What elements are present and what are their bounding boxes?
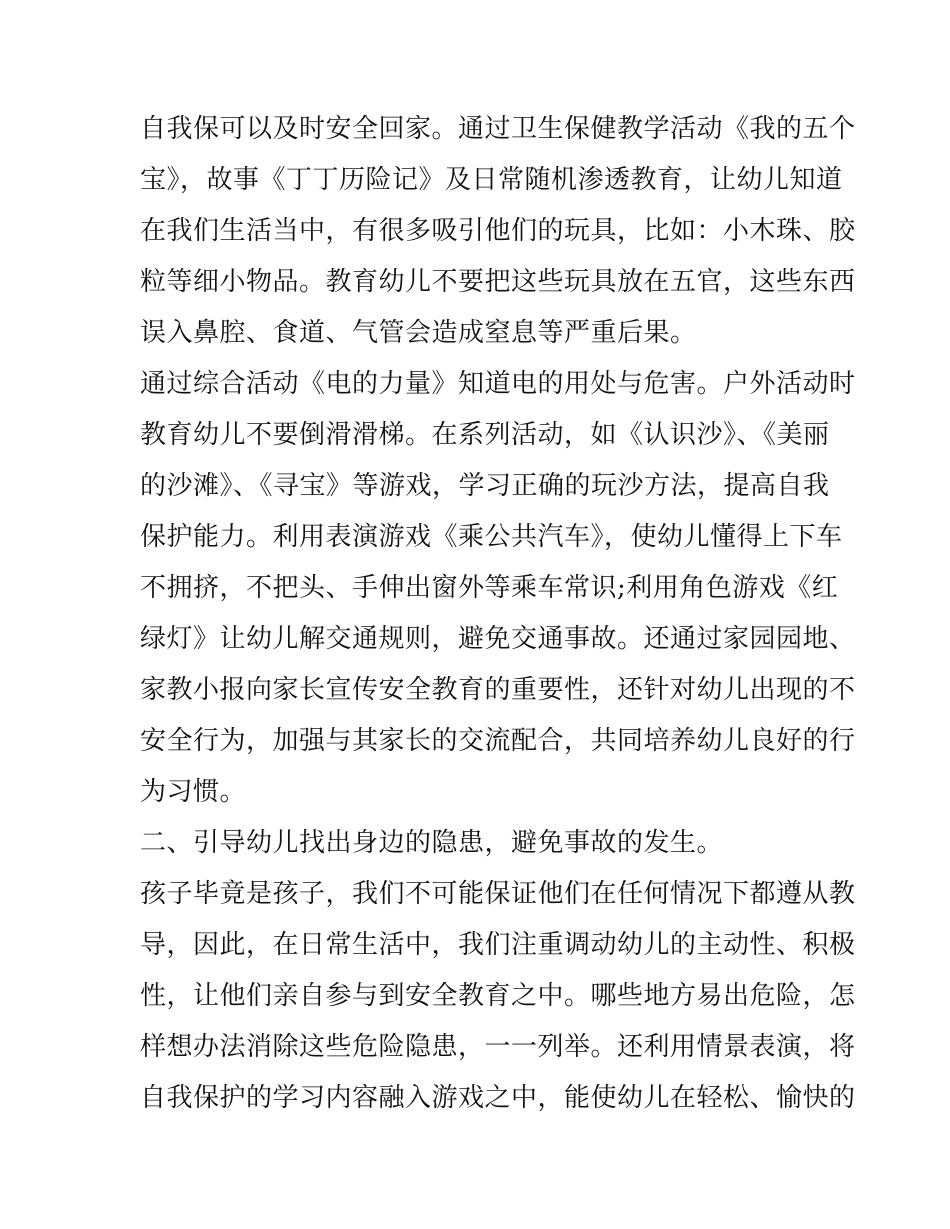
text-line: 性，让他们亲自参与到安全教育之中。哪些地方易出危险，怎 — [140, 981, 856, 1011]
text-line: 自我保护的学习内容融入游戏之中，能使幼儿在轻松、愉快的 — [140, 1083, 856, 1113]
text-line: 误入鼻腔、食道、气管会造成窒息等严重后果。 — [140, 318, 697, 348]
text-line: 保护能力。利用表演游戏《乘公共汽车》，使幼儿懂得上下车 — [140, 522, 843, 552]
text-line: 不拥挤，不把头、手伸出窗外等乘车常识;利用角色游戏《红 — [140, 573, 839, 603]
text-line: 粒等细小物品。教育幼儿不要把这些玩具放在五官，这些东西 — [140, 267, 856, 297]
text-line: 自我保可以及时安全回家。通过卫生保健教学活动《我的五个 — [140, 114, 856, 144]
document-body — [140, 104, 856, 1124]
text-line: 孩子毕竟是孩子，我们不可能保证他们在任何情况下都遵从教 — [140, 879, 856, 909]
section-heading: 二、引导幼儿找出身边的隐患，避免事故的发生。 — [140, 828, 724, 858]
text-line: 安全行为，加强与其家长的交流配合，共同培养幼儿良好的行 — [140, 726, 856, 756]
text-line: 为习惯。 — [140, 777, 247, 807]
text-line: 教育幼儿不要倒滑滑梯。在系列活动，如《认识沙》、《美丽 — [140, 420, 830, 450]
text-line: 导，因此，在日常生活中，我们注重调动幼儿的主动性、积极 — [140, 930, 856, 960]
text-line: 样想办法消除这些危险隐患，一一列举。还利用情景表演，将 — [140, 1032, 856, 1062]
text-line: 的沙滩》、《寻宝》等游戏，学习正确的玩沙方法，提高自我 — [140, 471, 830, 501]
text-line: 在我们生活当中，有很多吸引他们的玩具，比如：小木珠、胶 — [140, 216, 856, 246]
text-line: 绿灯》让幼儿解交通规则，避免交通事故。还通过家园园地、 — [140, 624, 856, 654]
text-line: 家教小报向家长宣传安全教育的重要性，还针对幼儿出现的不 — [140, 675, 856, 705]
text-line: 通过综合活动《电的力量》知道电的用处与危害。户外活动时 — [140, 369, 856, 399]
text-line: 宝》，故事《丁丁历险记》及日常随机渗透教育，让幼儿知道 — [140, 165, 843, 195]
